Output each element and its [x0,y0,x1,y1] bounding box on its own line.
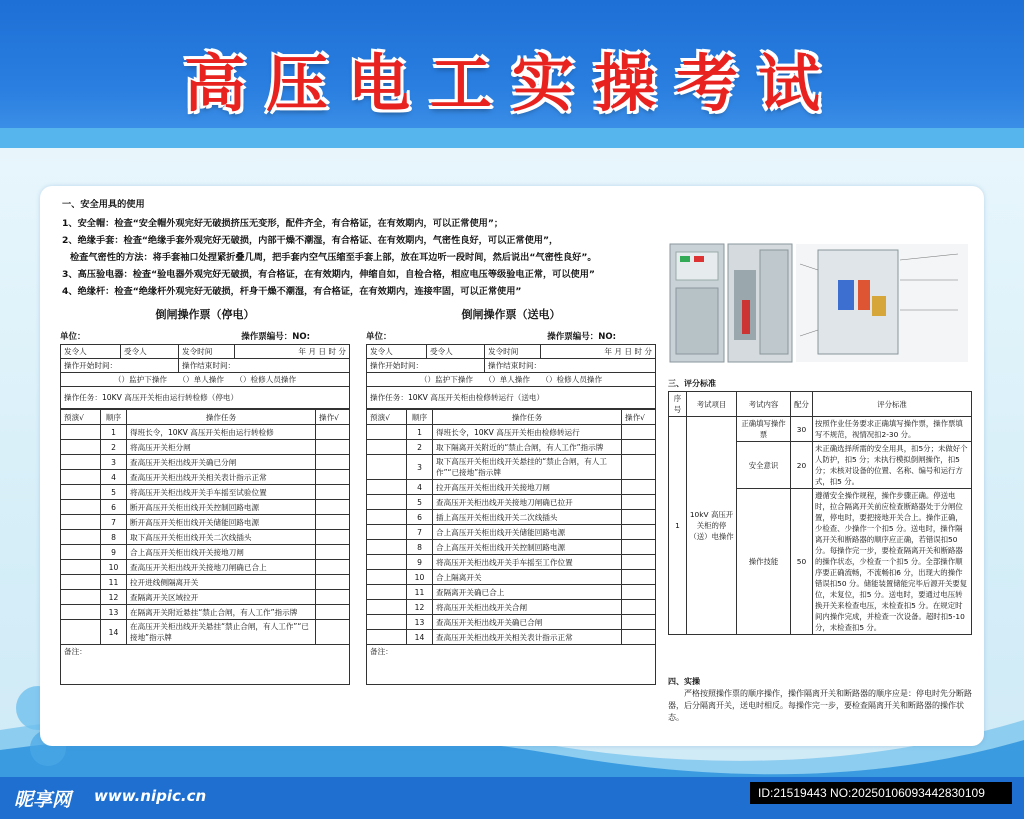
step-number: 14 [101,620,127,645]
op-cell [622,615,656,630]
step-text: 断开高压开关柜出线开关控制回路电源 [127,500,316,515]
step-text: 查高压开关柜出线开关相关表计指示正常 [127,470,316,485]
step-number: 9 [101,545,127,560]
op-cell [316,470,350,485]
steps-body [367,425,656,645]
ticket-title: 倒闸操作票（停电） [155,308,255,321]
op-cell [316,455,350,470]
preview-cell [367,540,407,555]
preview-cell [61,560,101,575]
preview-cell [367,440,407,455]
preview-cell [61,620,101,645]
step-text: 将高压开关柜分闸 [127,440,316,455]
table-row [61,425,350,440]
table-row [61,530,350,545]
col-op: 操作√ [622,410,656,425]
step-number: 2 [101,440,127,455]
table-row [61,620,350,645]
step-text: 查高压开关柜出线开关接地刀闸确已合上 [127,560,316,575]
score-points: 50 [791,489,813,635]
table-row [367,585,656,600]
step-number: 11 [407,585,433,600]
table-row [61,500,350,515]
score-points: 20 [791,442,813,489]
preview-cell [367,455,407,480]
col-task: 操作任务 [127,410,316,425]
step-text: 取下隔离开关附近的“禁止合闸，有人工作”指示牌 [433,440,622,455]
step-text: 取下高压开关柜出线开关二次线插头 [127,530,316,545]
op-cell [316,620,350,645]
col-criteria: 评分标准 [813,392,972,417]
step-text: 将高压开关柜出线开关合闸 [433,600,622,615]
score-table [668,391,972,635]
op-cell [622,585,656,600]
table-row [367,455,656,480]
step-number: 4 [407,480,433,495]
score-section [668,378,972,635]
safety-line: 3、高压验电器：检查“验电器外观完好无破损，有合格证，在有效期内，伸缩自如，自检合格，相应电压等级验电正常，可以使用” [62,269,595,280]
col-task: 操作任务 [433,410,622,425]
issuer-label: 发令人 [61,345,121,359]
table-row [61,485,350,500]
preview-cell [61,575,101,590]
op-cell [316,590,350,605]
practice-text: 严格按照操作票的顺序操作，操作隔离开关和断路器的顺序应是：停电时先分断路器，后分隔离开关，送电时相反。每操作完一步，要检查隔离开关和断路器的操作状态。 [668,689,972,722]
preview-cell [367,480,407,495]
preview-cell [367,570,407,585]
start-time-label: 操作开始时间： [367,359,485,373]
table-row [367,615,656,630]
safety-line: 4、绝缘杆：检查“绝缘杆外观完好无破损，杆身干燥不潮湿，有合格证，在有效期内，连接牢固，可以正常使用” [62,286,522,297]
date-field: 年 月 日 时 分 [235,345,350,359]
step-number: 1 [407,425,433,440]
date-field: 年 月 日 时 分 [541,345,656,359]
step-number: 7 [101,515,127,530]
table-row [367,495,656,510]
table-row [367,525,656,540]
preview-cell [61,530,101,545]
score-heading: 三、评分标准 [668,379,716,388]
task-label: 操作任务：10KV 高压开关柜由检修转运行（送电） [367,387,656,409]
step-text: 拉开高压开关柜出线开关接地刀闸 [433,480,622,495]
end-time-label: 操作结束时间： [179,359,350,373]
preview-cell [367,495,407,510]
preview-cell [61,605,101,620]
issue-time-label: 发令时间 [485,345,541,359]
safety-line: 1、安全帽：检查“安全帽外观完好无破损挤压无变形，配件齐全，有合格证，在有效期内，可以正常使用”； [62,218,504,229]
preview-cell [367,600,407,615]
table-row [61,575,350,590]
score-content: 安全意识 [737,442,791,489]
step-text: 查隔离开关确已合上 [433,585,622,600]
table-row [61,515,350,530]
op-cell [316,545,350,560]
op-cell [622,600,656,615]
table-row [367,600,656,615]
col-seq: 顺序 [407,410,433,425]
step-text: 断开高压开关柜出线开关储能回路电源 [127,515,316,530]
op-cell [316,425,350,440]
table-row [61,545,350,560]
preview-cell [367,585,407,600]
op-cell [622,570,656,585]
preview-cell [61,425,101,440]
preview-cell [61,470,101,485]
step-text: 得班长令，10KV 高压开关柜由运行转检修 [127,425,316,440]
step-number: 5 [101,485,127,500]
ticket-send [366,306,656,685]
table-row [367,440,656,455]
issuer-label: 发令人 [367,345,427,359]
score-criteria: 按照作业任务要求正确填写操作票，操作票填写不规范，视情况扣2-30 分。 [813,417,972,442]
image-id: ID:21519443 NO:20250106093442830109 [750,782,1012,804]
preview-cell [61,545,101,560]
preview-cell [367,630,407,645]
preview-cell [367,615,407,630]
table-row [367,630,656,645]
table-row [61,455,350,470]
step-number: 14 [407,630,433,645]
score-content: 正确填写操作票 [737,417,791,442]
table-row [61,605,350,620]
ticket-header-table [60,344,350,409]
safety-line: 2、绝缘手套：检查“绝缘手套外观完好无破损，内部干燥不潮湿，有合格证、在有效期内，气密性良好，可以正常使用”， [62,235,559,246]
op-cell [316,515,350,530]
col-preview: 预演√ [61,410,101,425]
safety-section [62,196,662,300]
preview-cell [61,500,101,515]
receiver-label: 受令人 [427,345,485,359]
col-op: 操作√ [316,410,350,425]
op-cell [316,575,350,590]
step-number: 11 [101,575,127,590]
task-label: 操作任务：10KV 高压开关柜由运行转检修（停电） [61,387,350,409]
step-number: 8 [101,530,127,545]
step-text: 合上高压开关柜出线开关储能回路电源 [433,525,622,540]
step-text: 将高压开关柜出线开关手车摇至工作位置 [433,555,622,570]
steps-body [61,425,350,645]
step-number: 3 [101,455,127,470]
col-seq: 顺序 [101,410,127,425]
step-text: 插上高压开关柜出线开关二次线插头 [433,510,622,525]
op-cell [316,500,350,515]
score-points: 30 [791,417,813,442]
step-number: 9 [407,555,433,570]
score-criteria: 遵循安全操作规程，操作步骤正确。停送电时，拉合隔离开关前应检查断路器处于分闸位置，停电时，要把接地开关合上。操作正确，少检查、少操作一个扣5 分。送电时，操作隔离开关和断路器的顺序应正确，若错误扣50 分。每操作完一步，要检查隔离开关和断路器的操作状态，少检查一个扣5 分。全部操作顺序要正确流畅，不流畅扣6 分，出现大的操作错误扣50 分。储能装置储能完毕后源开关要复位，未复位，扣5 分。送电时，要通过电压转换开关来检查电压，未检查扣5 分。在规定时间内操作完成，并检查一次设备。超时扣5-10 分，未检查扣5 分。 [813,489,972,635]
op-cell [622,455,656,480]
step-text: 拉开进线侧隔离开关 [127,575,316,590]
op-cell [622,630,656,645]
table-row [61,470,350,485]
ticket-stop [60,306,350,685]
preview-cell [61,455,101,470]
step-number: 13 [101,605,127,620]
step-number: 2 [407,440,433,455]
op-cell [622,555,656,570]
op-cell [622,495,656,510]
op-cell [622,480,656,495]
steps-table [60,409,350,685]
step-number: 13 [407,615,433,630]
mode-options: （）监护下操作 （）单人操作 （）检修人员操作 [367,373,656,387]
op-cell [316,485,350,500]
col-preview: 预演√ [367,410,407,425]
score-criteria: 未正确选择所需的安全用具，扣5分；未做好个人防护，扣5 分；未执行模拟倒闸操作，扣5 分；未核对设备的位置、名称、编号和运行方式，扣5 分。 [813,442,972,489]
switchgear-photo [668,240,972,364]
table-row [61,590,350,605]
step-text: 合上高压开关柜出线开关控制回路电源 [433,540,622,555]
ticket-no-label: 操作票编号：NO: [547,332,616,342]
col-seq: 序号 [669,392,687,417]
score-content: 操作技能 [737,489,791,635]
table-row [367,540,656,555]
start-time-label: 操作开始时间： [61,359,179,373]
step-number: 10 [407,570,433,585]
table-row [367,425,656,440]
op-cell [622,510,656,525]
preview-cell [61,485,101,500]
op-cell [316,560,350,575]
table-row [367,570,656,585]
safety-heading: 一、安全用具的使用 [62,199,145,210]
site-url: www.nipic.cn [94,787,207,805]
preview-cell [367,425,407,440]
step-text: 得班长令，10KV 高压开关柜由检修转运行 [433,425,622,440]
preview-cell [61,515,101,530]
op-cell [316,605,350,620]
step-number: 4 [101,470,127,485]
remark: 备注： [367,645,656,685]
step-text: 查高压开关柜出线开关确已合闸 [433,615,622,630]
op-cell [316,530,350,545]
col-points: 配分 [791,392,813,417]
score-seq: 1 [669,417,687,635]
preview-cell [367,510,407,525]
op-cell [316,440,350,455]
table-row [61,440,350,455]
step-text: 查高压开关柜出线开关接地刀闸确已拉开 [433,495,622,510]
site-logo: 昵享网 [14,789,72,811]
step-text: 合上高压开关柜出线开关接地刀闸 [127,545,316,560]
step-text: 在隔离开关附近悬挂“禁止合闸，有人工作”指示牌 [127,605,316,620]
header-stripe [0,128,1024,148]
step-number: 8 [407,540,433,555]
step-number: 6 [101,500,127,515]
ticket-header-table [366,344,656,409]
step-number: 12 [101,590,127,605]
ticket-title: 倒闸操作票（送电） [461,308,561,321]
step-number: 6 [407,510,433,525]
step-number: 5 [407,495,433,510]
receiver-label: 受令人 [121,345,179,359]
table-row [367,510,656,525]
mode-options: （）监护下操作 （）单人操作 （）检修人员操作 [61,373,350,387]
table-row [61,560,350,575]
ticket-no-label: 操作票编号：NO: [241,332,310,342]
practice-heading: 四、实操 [668,677,700,686]
score-item: 10kV 高压开关柜的停（送）电操作 [687,417,737,635]
step-text: 合上隔离开关 [433,570,622,585]
table-row [367,555,656,570]
end-time-label: 操作结束时间： [485,359,656,373]
step-number: 10 [101,560,127,575]
step-number: 3 [407,455,433,480]
step-number: 12 [407,600,433,615]
op-cell [622,425,656,440]
unit-label: 单位： [366,332,392,342]
preview-cell [61,590,101,605]
col-item: 考试项目 [687,392,737,417]
step-text: 将高压开关柜出线开关手车摇至试验位置 [127,485,316,500]
preview-cell [61,440,101,455]
steps-table [366,409,656,685]
step-number: 7 [407,525,433,540]
step-text: 查隔离开关区域拉开 [127,590,316,605]
op-cell [622,525,656,540]
safety-line: 检查气密性的方法：将手套袖口处捏紧折叠几周，把手套内空气压缩至手套上部，放在耳边听一段时间，然后说出“气密性良好”。 [70,252,597,263]
step-text: 在高压开关柜出线开关悬挂“禁止合闸，有人工作”“已接地”指示牌 [127,620,316,645]
step-text: 查高压开关柜出线开关确已分闸 [127,455,316,470]
op-cell [622,540,656,555]
step-text: 取下高压开关柜出线开关悬挂的“禁止合闸，有人工作”“已接地”指示牌 [433,455,622,480]
issue-time-label: 发令时间 [179,345,235,359]
table-row [367,480,656,495]
practice-section [668,676,972,724]
step-number: 1 [101,425,127,440]
step-text: 查高压开关柜出线开关相关表计指示正常 [433,630,622,645]
page-title: 高压电工实操考试 [183,47,840,120]
unit-label: 单位： [60,332,86,342]
remark: 备注： [61,645,350,685]
op-cell [622,440,656,455]
preview-cell [367,525,407,540]
col-content: 考试内容 [737,392,791,417]
preview-cell [367,555,407,570]
